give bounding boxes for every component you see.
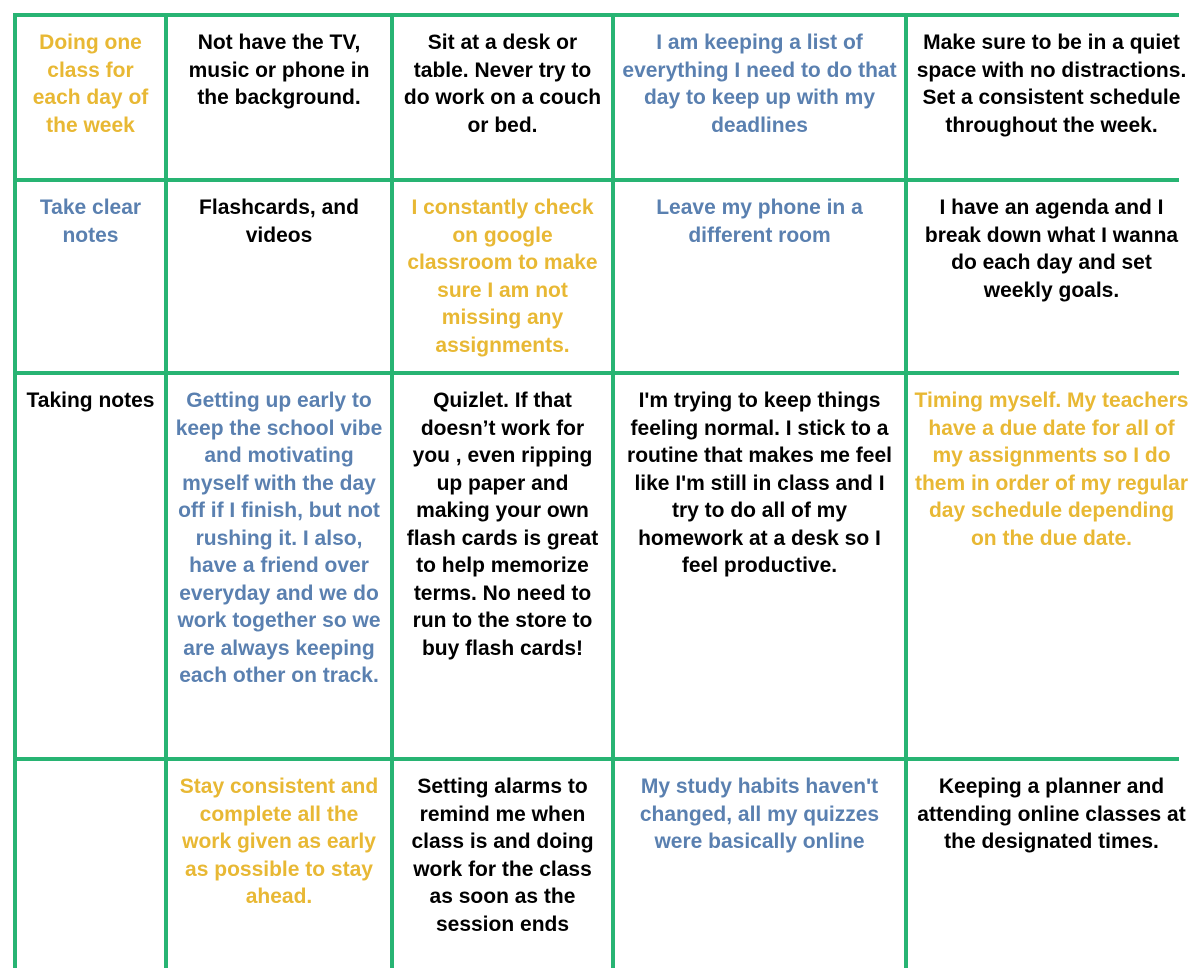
grid-cell-r3-c5: Timing myself. My teachers have a due date for all of my assignments so I do them in order of my regular day schedule depending on the due date. bbox=[908, 375, 1190, 757]
grid-cell-r4-c4: My study habits haven't changed, all my quizzes were basically online bbox=[615, 761, 904, 980]
grid-cell-r1-c4: I am keeping a list of everything I need to do that day to keep up with my deadlines bbox=[615, 17, 904, 178]
grid-cell-r4-c2: Stay consistent and complete all the work given as early as possible to stay ahead. bbox=[168, 761, 390, 980]
grid-cell-r1-c1: Doing one class for each day of the week bbox=[17, 17, 164, 178]
grid-cell-r4-c3: Setting alarms to remind me when class is and doing work for the class as soon as the session ends bbox=[394, 761, 611, 980]
grid-cell-r4-c5: Keeping a planner and attending online classes at the designated times. bbox=[908, 761, 1190, 980]
grid-cell-r3-c3: Quizlet. If that doesn’t work for you , even ripping up paper and making your own flash cards is great to help memorize terms. No need to run to the store to buy flash cards! bbox=[394, 375, 611, 757]
grid-cell-r1-c5: Make sure to be in a quiet space with no distractions. Set a consistent schedule throughout the week. bbox=[908, 17, 1190, 178]
grid-cell-r1-c2: Not have the TV, music or phone in the background. bbox=[168, 17, 390, 178]
grid-cell-r2-c3: I constantly check on google classroom to make sure I am not missing any assignments. bbox=[394, 182, 611, 371]
grid-cell-r2-c2: Flashcards, and videos bbox=[168, 182, 390, 371]
grid-cell-r3-c2: Getting up early to keep the school vibe and motivating myself with the day off if I finish, but not rushing it. I also, have a friend over everyday and we do work together so we are always keeping each other on track. bbox=[168, 375, 390, 757]
grid-cell-r4-c1 bbox=[17, 761, 164, 980]
grid-cell-r2-c5: I have an agenda and I break down what I wanna do each day and set weekly goals. bbox=[908, 182, 1190, 371]
study-habits-grid bbox=[13, 13, 1189, 968]
grid-cell-r3-c1: Taking notes bbox=[17, 375, 164, 757]
grid-cell-r3-c4: I'm trying to keep things feeling normal. I stick to a routine that makes me feel like I'm still in class and I try to do all of my homework at a desk so I feel productive. bbox=[615, 375, 904, 757]
grid-cell-r2-c1: Take clear notes bbox=[17, 182, 164, 371]
grid-cell-r2-c4: Leave my phone in a different room bbox=[615, 182, 904, 371]
grid-cell-r1-c3: Sit at a desk or table. Never try to do work on a couch or bed. bbox=[394, 17, 611, 178]
